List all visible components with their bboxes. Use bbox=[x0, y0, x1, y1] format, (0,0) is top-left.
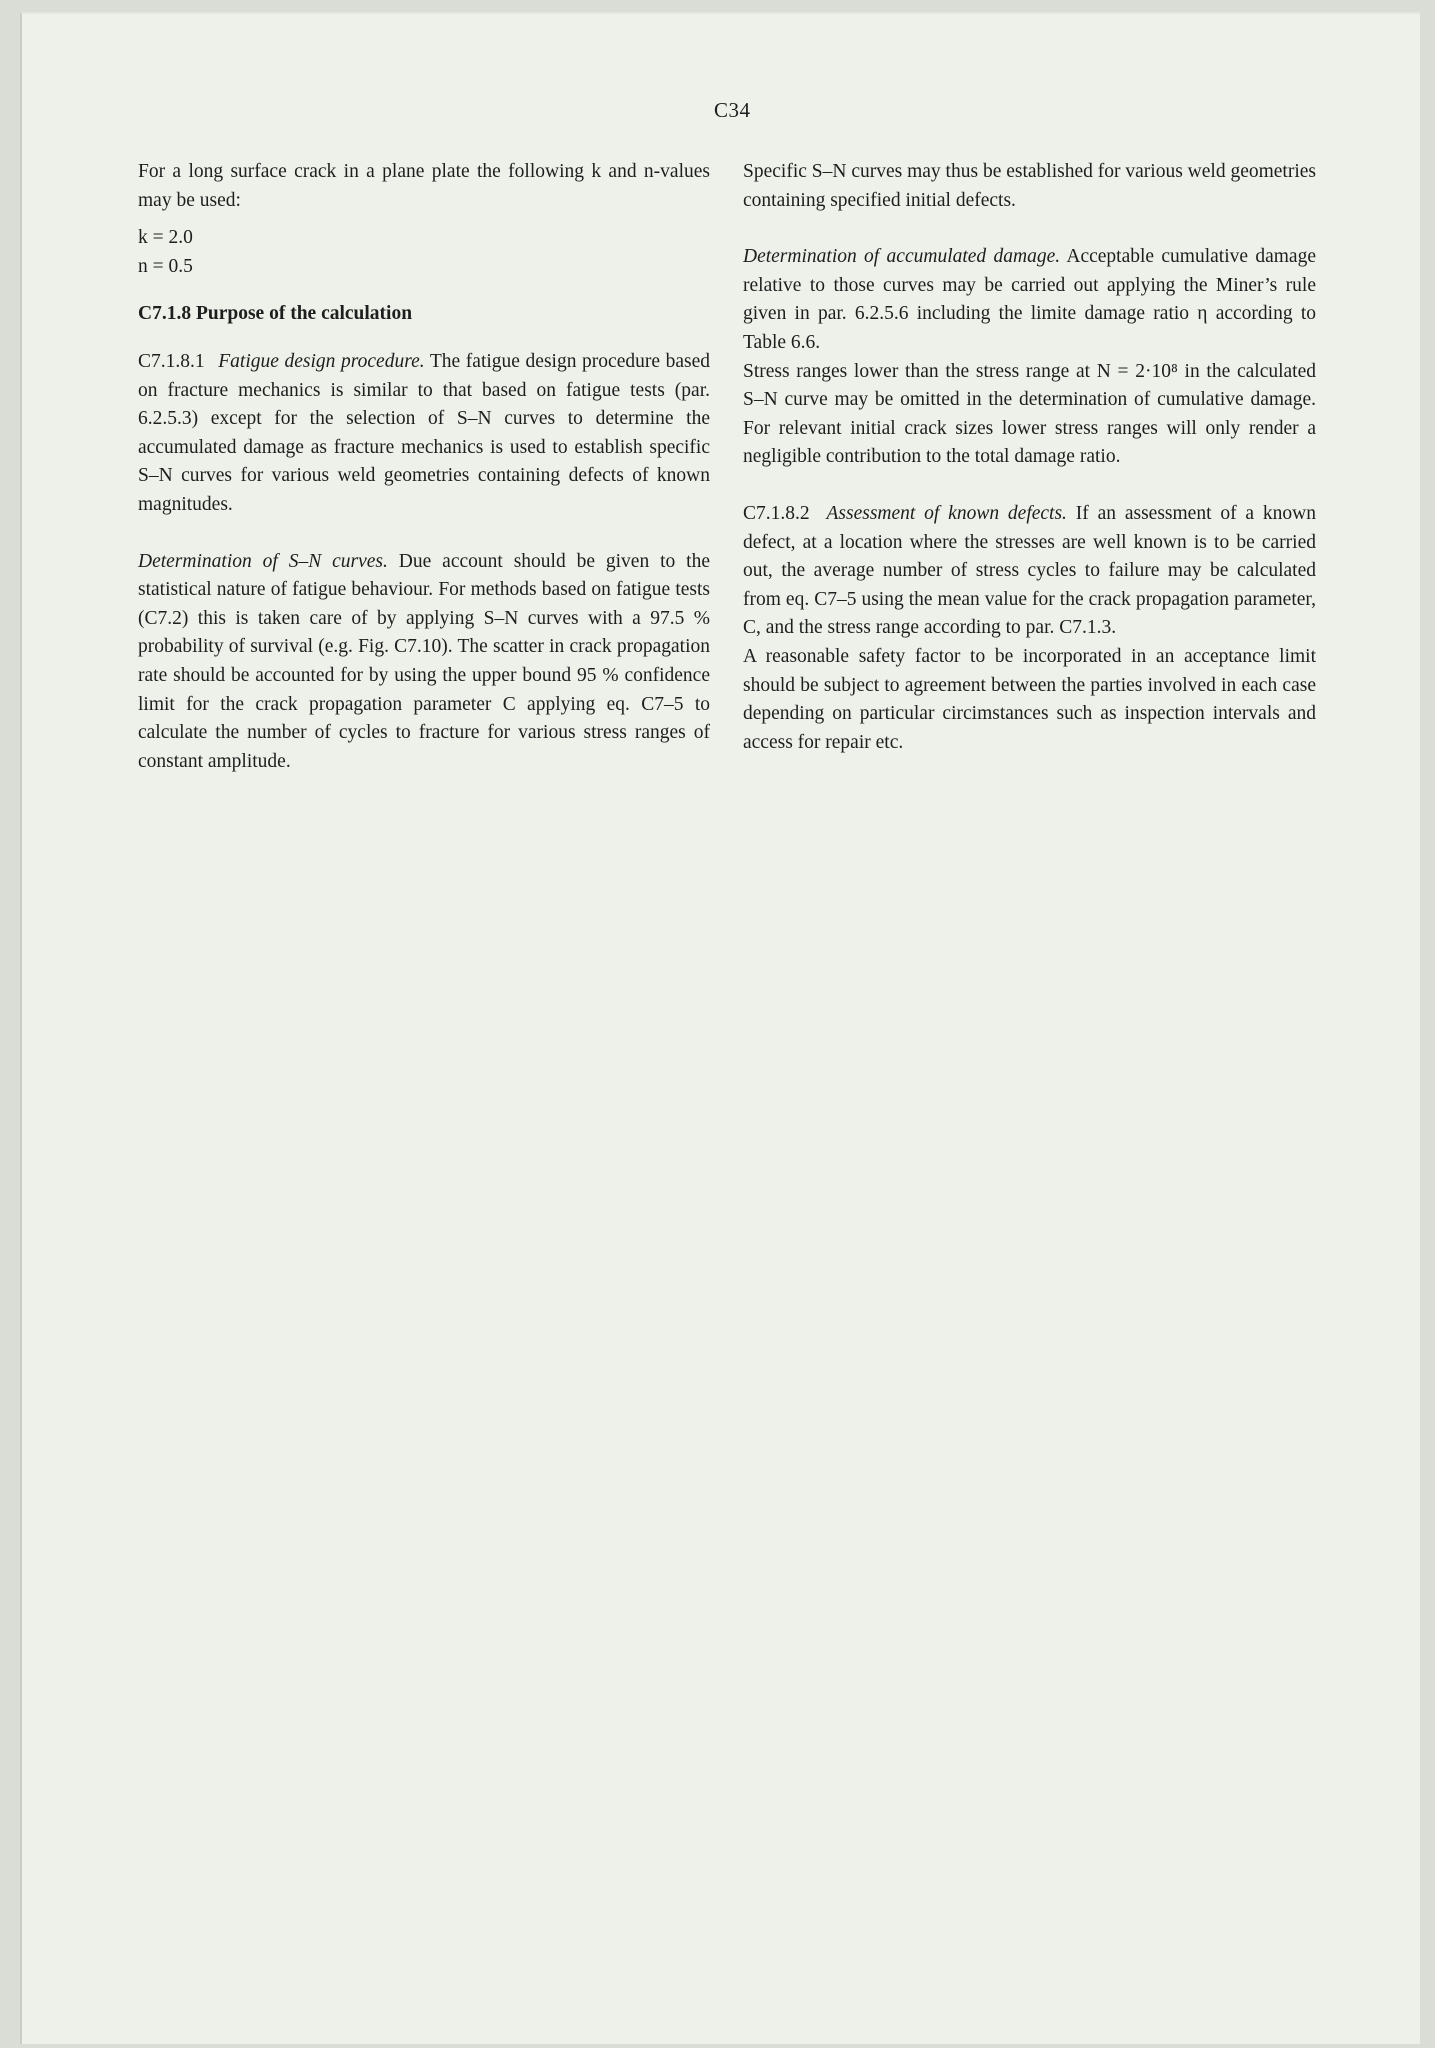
stress-ranges-paragraph: Stress ranges lower than the stress range at N = 2·10⁸ in the calculated S–N curve may be omitted in the determination of cumulative damage. For relevant initial crack sizes lower stress ranges will only render a negligible contribution to the total damage ratio. bbox=[743, 360, 1316, 468]
document-page bbox=[20, 12, 1420, 2044]
right-column bbox=[743, 158, 1316, 757]
sn-curves-paragraph bbox=[138, 548, 710, 777]
safety-factor-paragraph: A reasonable safety factor to be incorporated in an acceptance limit should be subject to agreement between the parties involved in each case depending on particular circimstances such as inspection intervals and access for repair etc. bbox=[743, 645, 1316, 753]
accumulated-damage-paragraph bbox=[743, 243, 1316, 357]
known-defects-paragraph bbox=[743, 500, 1316, 643]
paragraph-title: Fatigue design procedure. bbox=[218, 350, 425, 372]
paragraph-number: C7.1.8.2 bbox=[743, 502, 810, 524]
fatigue-design-paragraph bbox=[138, 348, 710, 520]
sn-curves-continuation: Specific S–N curves may thus be established for various weld geometries containing specified initial defects. bbox=[743, 161, 1316, 211]
section-heading: C7.1.8 Purpose of the calculation bbox=[138, 303, 413, 325]
n-value-formula: n = 0.5 bbox=[138, 255, 193, 277]
paragraph-number: C7.1.8.1 bbox=[138, 350, 205, 372]
page-number: C34 bbox=[714, 98, 751, 122]
paragraph-title: Determination of accumulated damage. bbox=[743, 246, 1061, 268]
paragraph-text: Due account should be given to the statistical nature of fatigue behaviour. For methods based on fatigue tests (C7.2) this is taken care of by applying S–N curves with a 97.5 % probability of survival (e.g. Fig. C7.10). The scatter in crack propagation rate should be accounted for by using the upper bound 95 % confidence limit for the crack propagation parameter C applying eq. C7–5 to calculate the number of cycles to fracture for various stress ranges of constant amplitude. bbox=[138, 550, 710, 772]
k-value-formula: k = 2.0 bbox=[138, 227, 193, 249]
left-column bbox=[138, 158, 710, 776]
paragraph-title: Determination of S–N curves. bbox=[138, 550, 388, 572]
paragraph-text: Acceptable cumulative damage relative to those curves may be carried out applying the Miner’s rule given in par. 6.2.5.6 including the limite damage ratio η according to Table 6.6. bbox=[743, 246, 1316, 353]
intro-paragraph: For a long surface crack in a plane plate the following k and n-values may be used: bbox=[138, 161, 710, 211]
paragraph-text: If an assessment of a known defect, at a location where the stresses are well known is to be carried out, the average number of stress cycles to failure may be calculated from eq. C7–5 using the mean value for the crack propagation parameter, C, and the stress range according to par. C7.1.3. bbox=[743, 502, 1317, 639]
paragraph-title: Assessment of known defects. bbox=[826, 502, 1067, 524]
paragraph-text: The fatigue design procedure based on fracture mechanics is similar to that based on fatigue tests (par. 6.2.5.3) except for the selection of S–N curves to determine the accumulated damage as fracture mechanics is used to establish specific S–N curves for various weld geometries containing defects of known magnitudes. bbox=[138, 350, 711, 515]
